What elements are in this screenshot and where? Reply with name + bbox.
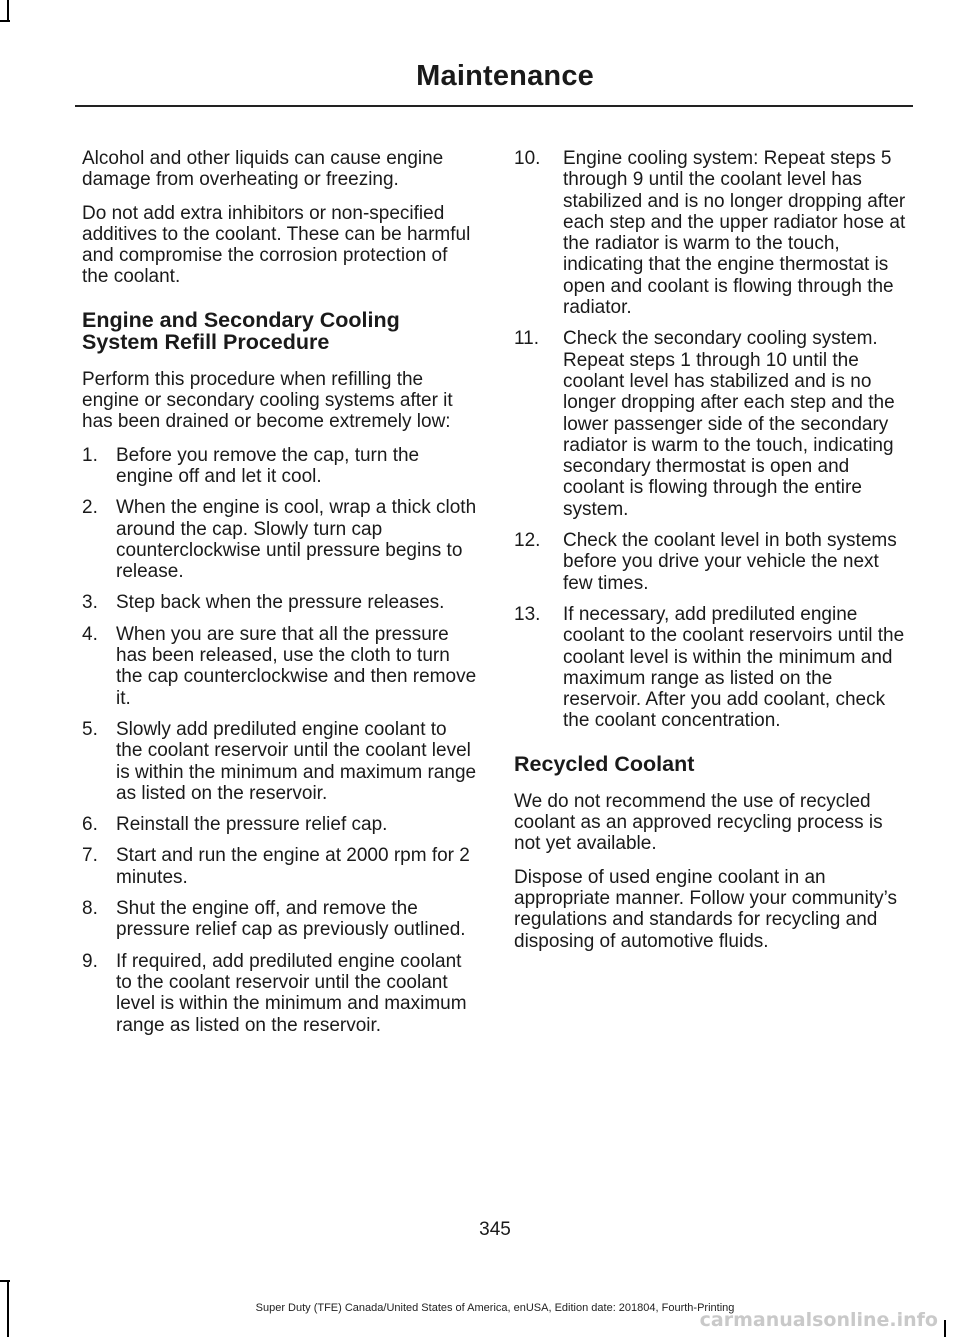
step-text: Check the coolant level in both systems before you drive your vehicle the next few times.: [563, 530, 897, 594]
step-text: Reinstall the pressure relief cap.: [116, 814, 388, 836]
watermark: carmanualsonline.info: [699, 1309, 938, 1331]
page-title: Maintenance: [416, 60, 594, 92]
intro-paragraph: Alcohol and other liquids can cause engine damage from overheating or freezing.: [82, 148, 444, 191]
right-column: [514, 148, 912, 964]
footer-edition-text: Super Duty (TFE) Canada/United States of America, enUSA, Edition date: 201804, Fourth-Printing: [255, 1302, 735, 1314]
step-number: 9.: [82, 950, 98, 972]
list-item: [82, 445, 478, 488]
list-item: [82, 845, 478, 888]
step-number: 12.: [514, 530, 541, 552]
step-text: When you are sure that all the pressure has been released, use the cloth to turn the cap counterclockwise and then remove it.: [116, 623, 477, 709]
body-paragraph: Dispose of used engine coolant in an appropriate manner. Follow your community’s regulations and standards for recycling and disposing of automotive fluids.: [514, 866, 897, 952]
step-number: 7.: [82, 845, 98, 867]
list-item: [82, 951, 478, 1036]
section-heading: Engine and Secondary Cooling System Refill Procedure: [82, 307, 400, 354]
crop-mark-top-left-horizontal: [0, 20, 10, 22]
list-item: [82, 898, 478, 941]
intro-paragraph: Do not add extra inhibitors or non-specified additives to the coolant. These can be harmful and compromise the corrosion protection of the coolant.: [82, 202, 471, 288]
step-number: 6.: [82, 814, 98, 836]
step-text: Slowly add prediluted engine coolant to the coolant reservoir until the coolant level is within the minimum and maximum range as listed on the reservoir.: [116, 718, 477, 804]
step-text: Before you remove the cap, turn the engine off and let it cool.: [116, 444, 420, 487]
step-text: Step back when the pressure releases.: [116, 592, 445, 614]
list-item: [82, 814, 478, 835]
crop-mark-bottom-left-horizontal: [0, 1280, 10, 1282]
step-number: 8.: [82, 898, 98, 920]
step-number: 4.: [82, 623, 98, 645]
step-number: 3.: [82, 592, 98, 614]
header-divider: [75, 105, 913, 107]
list-item: [514, 328, 912, 520]
step-text: When the engine is cool, wrap a thick cloth around the cap. Slowly turn cap counterclockwise until pressure begins to release.: [116, 497, 477, 583]
list-item: [82, 624, 478, 709]
step-number: 13.: [514, 603, 541, 625]
step-text: If required, add prediluted engine coolant to the coolant reservoir until the coolant level is within the minimum and maximum range as listed on the reservoir.: [116, 950, 467, 1036]
step-number: 5.: [82, 718, 98, 740]
page-number: 345: [479, 1219, 511, 1240]
step-text: Engine cooling system: Repeat steps 5 through 9 until the coolant level has stabilized and is no longer dropping after each step and the upper radiator hose at the radiator is warm to the touch, indicating that the engine thermostat is open and coolant is flowing through the radiator.: [563, 148, 906, 319]
list-item: [82, 592, 478, 613]
step-number: 11.: [514, 328, 540, 350]
step-text: Start and run the engine at 2000 rpm for 2 minutes.: [116, 845, 470, 888]
section-heading: Recycled Coolant: [514, 751, 695, 776]
crop-mark-top-left-vertical: [7, 0, 9, 22]
list-item: [82, 497, 478, 582]
step-number: 2.: [82, 497, 98, 519]
list-item: [82, 719, 478, 804]
section-intro: Perform this procedure when refilling the engine or secondary cooling systems after it has been drained or become extremely low:: [82, 368, 453, 433]
step-number: 10.: [514, 148, 541, 169]
list-item: [514, 148, 912, 318]
step-text: Shut the engine off, and remove the pressure relief cap as previously outlined.: [116, 898, 466, 941]
left-column: [82, 148, 478, 1046]
body-paragraph: We do not recommend the use of recycled coolant as an approved recycling process is not yet available.: [514, 790, 883, 855]
list-item: [514, 604, 912, 732]
list-item: [514, 530, 912, 594]
crop-mark-bottom-right: [944, 1320, 946, 1337]
step-number: 1.: [82, 444, 98, 466]
step-text: Check the secondary cooling system. Repeat steps 1 through 10 until the coolant level has stabilized and is no longer dropping after each step and the lower passenger side of the secondary radiator is warm to the touch, indicating secondary thermostat is open and coolant is flowing through the entire system.: [563, 328, 895, 520]
step-text: If necessary, add prediluted engine coolant to the coolant reservoirs until the coolant level is within the minimum and maximum range as listed on the reservoir. After you add coolant, check the coolant concentration.: [563, 603, 905, 732]
